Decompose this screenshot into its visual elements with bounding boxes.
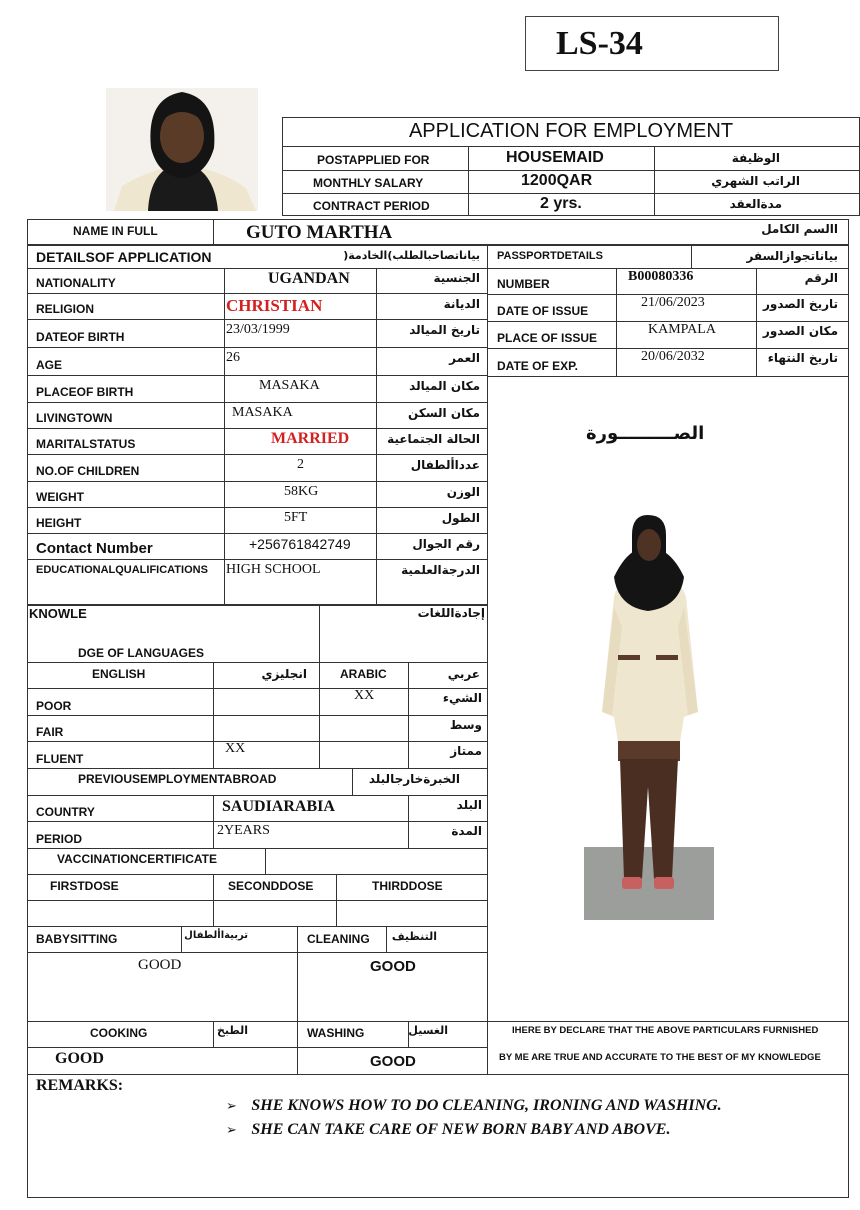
washing-label: WASHING [307, 1026, 365, 1040]
remark-item: ➢ SHE CAN TAKE CARE OF NEW BORN BABY AND ABOVE. [226, 1121, 671, 1138]
detail-label-ar: الحالة الجتماعية [387, 432, 480, 446]
country-label-ar: البلد [456, 798, 482, 812]
previous-heading-ar: الخبرةخارجالبلد [368, 772, 460, 786]
cooking-value: GOOD [55, 1050, 104, 1067]
name-label-ar: االسم الكامل [761, 222, 838, 236]
detail-value: MASAKA [259, 378, 320, 393]
detail-value: 58KG [284, 484, 319, 499]
english-label-ar: انجليزي [261, 667, 307, 681]
babysitting-label-ar: تربيةاألطفال [184, 930, 248, 941]
detail-value: MARRIED [271, 430, 350, 447]
salary-label: MONTHLY SALARY [313, 176, 424, 190]
cleaning-label-ar: التنظيف [391, 930, 437, 943]
passport-label-ar: مكان الصدور [762, 324, 838, 338]
languages-heading-b: DGE OF LANGUAGES [78, 646, 205, 660]
contract-label-ar: مدةالعقد [729, 197, 782, 211]
detail-label-ar: الدرجةالعلمية [401, 563, 480, 577]
arabic-label: ARABIC [340, 667, 387, 681]
detail-label: RELIGION [36, 302, 95, 316]
details-heading: DETAILSOF APPLICATION [36, 249, 212, 265]
english-label: ENGLISH [92, 667, 146, 681]
first-dose-label: FIRSTDOSE [50, 879, 119, 893]
contract-value: 2 yrs. [540, 195, 582, 212]
passport-value: 21/06/2023 [641, 295, 705, 310]
passport-label: NUMBER [497, 277, 550, 291]
languages-heading-a: KNOWLE [29, 606, 87, 621]
cooking-label: COOKING [90, 1026, 148, 1040]
level-label-ar: وسط [449, 718, 482, 732]
detail-label: NO.OF CHILDREN [36, 464, 140, 478]
name-label: NAME IN FULL [73, 224, 158, 238]
bullet-arrow-icon: ➢ [226, 1123, 237, 1138]
detail-row [27, 508, 487, 534]
detail-label-ar: الجنسية [433, 271, 480, 285]
detail-value: UGANDAN [268, 270, 350, 287]
detail-row [27, 482, 487, 508]
level-label: FAIR [36, 725, 64, 739]
headshot-photo [106, 88, 258, 211]
detail-value: CHRISTIAN [226, 296, 323, 315]
level-label: POOR [36, 699, 72, 713]
passport-value: B00080336 [628, 269, 694, 284]
country-value: SAUDIARABIA [222, 798, 335, 815]
passport-label: DATE OF EXP. [497, 359, 578, 373]
passport-heading: PASSPORTDETAILS [497, 250, 603, 262]
salary-value: 1200QAR [521, 172, 593, 189]
washing-label-ar: الغسيل [408, 1024, 448, 1037]
full-body-photo [584, 507, 714, 920]
passport-label-ar: تاريخ الصدور [763, 297, 838, 311]
reference-code-box [525, 16, 779, 71]
passport-value: 20/06/2032 [641, 349, 705, 364]
details-heading-ar: بياناتصاحبالطلب)الخادمة( [343, 249, 480, 262]
declaration-line-2: BY ME ARE TRUE AND ACCURATE TO THE BEST OF MY KNOWLEDGE [499, 1052, 821, 1063]
passport-heading-ar: بياناتجوازالسفر [746, 249, 838, 263]
detail-label: NATIONALITY [36, 276, 116, 290]
detail-label-ar: رقم الجوال [412, 537, 480, 551]
level-label-ar: الشيء [442, 691, 482, 705]
photo-caption: الصـــــــــورة [586, 423, 705, 444]
detail-value: 5FT [284, 510, 308, 525]
detail-label: WEIGHT [36, 490, 84, 504]
period-label: PERIOD [36, 832, 83, 846]
period-value: 2YEARS [217, 823, 270, 838]
cooking-label-ar: الطبخ [216, 1024, 248, 1037]
level-label: FLUENT [36, 752, 84, 766]
second-dose-label: SECONDDOSE [228, 879, 314, 893]
washing-value: GOOD [370, 1053, 416, 1070]
detail-label: PLACEOF BIRTH [36, 385, 134, 399]
remark-item: ➢ SHE KNOWS HOW TO DO CLEANING, IRONING AND WASHING. [226, 1097, 722, 1114]
detail-value: +256761842749 [249, 536, 351, 552]
detail-label: LIVINGTOWN [36, 411, 113, 425]
detail-row [27, 348, 487, 376]
post-label: POSTAPPLIED FOR [317, 153, 430, 167]
languages-heading-ar: إجادةاللغات [417, 606, 485, 620]
contract-label: CONTRACT PERIOD [313, 199, 430, 213]
remarks-list [226, 1097, 722, 1139]
passport-label: DATE OF ISSUE [497, 304, 589, 318]
arabic-label-ar: عربي [447, 667, 480, 681]
detail-value: MASAKA [232, 405, 293, 420]
passport-label-ar: الرقم [804, 271, 838, 285]
detail-label: MARITALSTATUS [36, 437, 136, 451]
detail-label: DATEOF BIRTH [36, 330, 125, 344]
previous-heading: PREVIOUSEMPLOYMENTABROAD [78, 772, 277, 786]
detail-label: Contact Number [36, 540, 153, 557]
remarks-label: REMARKS: [36, 1077, 124, 1094]
form-title: APPLICATION FOR EMPLOYMENT [408, 120, 734, 142]
detail-label: EDUCATIONALQUALIFICATIONS [36, 564, 208, 576]
vaccination-heading: VACCINATIONCERTIFICATE [57, 852, 217, 866]
detail-label: HEIGHT [36, 516, 82, 530]
detail-label-ar: الديانة [443, 297, 480, 311]
level-label-ar: ممتاز [450, 744, 482, 758]
bullet-arrow-icon: ➢ [226, 1099, 237, 1114]
detail-label-ar: تاريخ الميالد [409, 323, 480, 337]
english-level-mark: XX [225, 741, 246, 756]
period-label-ar: المدة [451, 824, 482, 838]
passport-label-ar: تاريخ النتهاء [767, 351, 838, 365]
post-label-ar: الوظيفة [731, 151, 780, 165]
detail-value: 23/03/1999 [226, 322, 290, 337]
detail-label-ar: مكان الميالد [409, 379, 480, 393]
detail-label-ar: عدداألطفال [410, 458, 480, 472]
detail-label: AGE [36, 358, 63, 372]
country-label: COUNTRY [36, 805, 95, 819]
passport-label: PLACE OF ISSUE [497, 331, 598, 345]
form-title-box [282, 117, 860, 147]
cleaning-value: GOOD [370, 958, 416, 975]
babysitting-label: BABYSITTING [36, 932, 118, 946]
detail-value: 26 [226, 350, 240, 365]
post-value: HOUSEMAID [506, 149, 604, 166]
declaration-line-1: IHERE BY DECLARE THAT THE ABOVE PARTICULARS FURNISHED [512, 1025, 819, 1036]
full-name: GUTO MARTHA [246, 222, 393, 243]
detail-label-ar: العمر [449, 351, 480, 365]
passport-value: KAMPALA [648, 322, 716, 337]
detail-label-ar: الوزن [446, 485, 480, 499]
reference-code: LS-34 [556, 25, 643, 62]
detail-value: 2 [297, 457, 304, 472]
arabic-level-mark: XX [354, 688, 375, 703]
detail-value: HIGH SCHOOL [226, 562, 321, 577]
babysitting-value: GOOD [138, 957, 182, 973]
detail-label-ar: مكان السكن [408, 406, 480, 420]
salary-label-ar: الراتب الشهري [711, 174, 800, 188]
third-dose-label: THIRDDOSE [372, 879, 443, 893]
cleaning-label: CLEANING [307, 932, 370, 946]
detail-label-ar: الطول [441, 511, 480, 525]
